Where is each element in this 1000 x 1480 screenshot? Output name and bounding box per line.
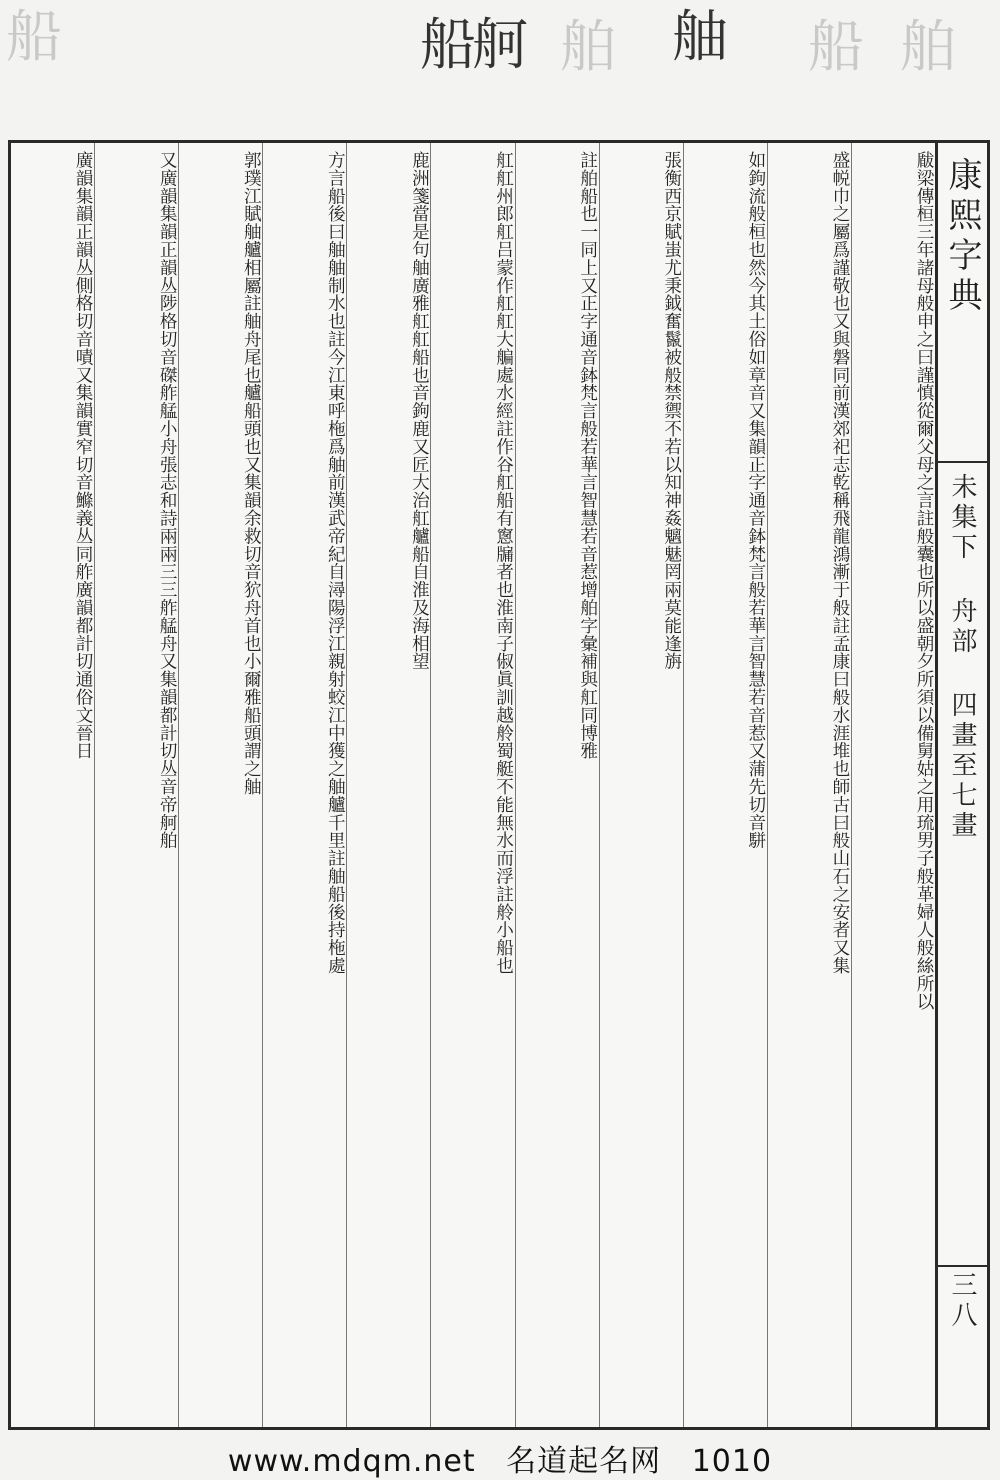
text-column: 註舶船也一同上又正字通音鉢梵言般若華言智慧若音惹增舶字彙補與舡同博雅 bbox=[515, 143, 599, 1427]
text-column: 方言船後曰舳舳制水也註今江東呼柂爲舳前漢武帝紀自潯陽浮江親射蛟江中獲之舳艫千里註舳船後持柂處 bbox=[262, 143, 346, 1427]
text-column: 如鉤流般桓也然今其土俗如章音又集韻正字通音鉢梵言般若華言智慧若音惹又蒲先切音駢 bbox=[683, 143, 767, 1427]
footer-page-number: 1010 bbox=[691, 1444, 773, 1479]
page-number-box: 三八 bbox=[947, 1271, 977, 1331]
text-columns bbox=[11, 143, 935, 1427]
text-column: 盛帨巾之屬爲謹敬也又與磐同前漢郊祀志乾稱飛龍鴻漸于般註孟康曰般水涯堆也師古曰般山石之安者又集 bbox=[767, 143, 851, 1427]
header-glyph: 舸 bbox=[472, 13, 528, 78]
header-glyph: 船 bbox=[6, 5, 62, 70]
text-column: 瞂梁傳桓三年諸母般申之曰謹慎從爾父母之言註般囊也所以盛朝夕所須以備舅姑之用琉男子般革婦人般絲所以 bbox=[851, 143, 935, 1427]
dictionary-page bbox=[8, 140, 990, 1430]
text-column: 郭璞江賦舳艫相屬註舳舟尾也艫船頭也又集韻余救切音狖舟首也小爾雅船頭謂之舳 bbox=[178, 143, 262, 1427]
header-glyph: 船 bbox=[420, 13, 476, 78]
text-column: 張衡西京賦蚩尤秉鉞奮鬣被般禁禦不若以知神姦魑魅罔兩莫能逢旃 bbox=[599, 143, 683, 1427]
sidebar-divider bbox=[938, 461, 987, 463]
footer-site-name: 名道起名网 bbox=[506, 1444, 662, 1479]
text-column: 廣韻集韻正韻丛側格切音嘖又集韻實窄切音鰷義丛同舴廣韻都計切通俗文晉日 bbox=[73, 151, 94, 760]
page-sidebar bbox=[935, 143, 987, 1427]
header-glyph: 舶 bbox=[560, 15, 616, 80]
text-column: 鹿洲箋當是句舳廣雅舡舡船也音鉤鹿又匠大治舡艫船自淮及海相望 bbox=[346, 143, 430, 1427]
section-label: 未集下 舟部 四畫至七畫 bbox=[947, 473, 977, 841]
header-glyph: 舶 bbox=[900, 15, 956, 80]
text-column: 又廣韻集韻正韻丛陟格切音磔舴艋小舟張志和詩兩兩三三舴艋舟又集韻都計切丛音帝舸舶 bbox=[94, 143, 178, 1427]
sidebar-divider bbox=[938, 1265, 987, 1267]
footer-url: www.mdqm.net bbox=[227, 1444, 476, 1479]
page-header-glyphs bbox=[0, 0, 1000, 140]
page-footer bbox=[0, 1436, 1000, 1479]
text-column: 舡舡州郎舡吕蒙作舡舡大艑處水經註作谷舡船有窻牖者也淮南子俶眞訓越舲蜀艇不能無水而浮註舲小船也 bbox=[430, 143, 514, 1427]
header-glyph: 船 bbox=[808, 15, 864, 80]
book-title: 康熙字典 bbox=[942, 157, 982, 317]
header-glyph: 舳 bbox=[672, 5, 728, 70]
